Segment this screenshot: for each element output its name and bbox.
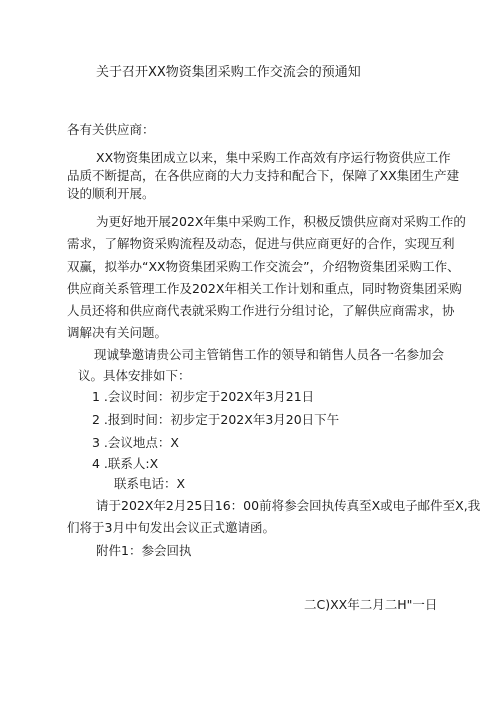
paragraph-line: 双赢，拟举办“XX物资集团采购工作交流会”，介绍物资集团采购工作、 bbox=[67, 259, 460, 274]
list-item: 1 .会议时间：初步定于202X年3月21日 bbox=[92, 389, 315, 404]
salutation: 各有关供应商： bbox=[67, 122, 155, 137]
paragraph-line: 请于202X年2月25日16：00前将参会回执传真至X或电子邮件至X,我 bbox=[96, 498, 481, 513]
paragraph-line: 供应商关系管理工作及202X年相关工作计划和重点，同时物资集团采购 bbox=[67, 281, 462, 296]
paragraph-line: 为更好地开展202X年集中采购工作，积极反馈供应商对采购工作的 bbox=[96, 214, 466, 229]
paragraph-line: XX物资集团成立以来，集中采购工作高效有序运行物资供应工作 bbox=[96, 150, 451, 165]
attachment-note: 附件1：参会回执 bbox=[96, 543, 192, 558]
paragraph-line: 议。具体安排如下： bbox=[78, 368, 191, 383]
list-item: 2 .报到时间：初步定于202X年3月20日下午 bbox=[92, 412, 340, 427]
contact-phone: 联系电话：X bbox=[114, 476, 186, 491]
list-item: 4 .联系人:X bbox=[92, 456, 159, 471]
list-item: 3 .会议地点：X bbox=[92, 435, 179, 450]
paragraph-line: 品质不断提高，在各供应商的大力支持和配合下，保障了XX集团生产建 bbox=[67, 168, 460, 183]
paragraph-line: 们将于3月中旬发出会议正式邀请函。 bbox=[67, 520, 275, 535]
paragraph-line: 需求，了解物资采购流程及动态，促进与供应商更好的合作，实现互利 bbox=[67, 236, 455, 251]
paragraph-line: 现诚挚邀请贵公司主管销售工作的领导和销售人员各一名参加会 bbox=[94, 347, 445, 362]
paragraph-line: 设的顺利开展。 bbox=[67, 186, 155, 201]
document-date: 二C)XX年二月二H"一日 bbox=[304, 597, 438, 612]
paragraph-line: 人员还将和供应商代表就采购工作进行分组讨论，了解供应商需求，协 bbox=[67, 303, 455, 318]
paragraph-line: 调解决有关问题。 bbox=[67, 325, 168, 340]
document-title: 关于召开XX物资集团采购工作交流会的预通知 bbox=[96, 65, 361, 80]
